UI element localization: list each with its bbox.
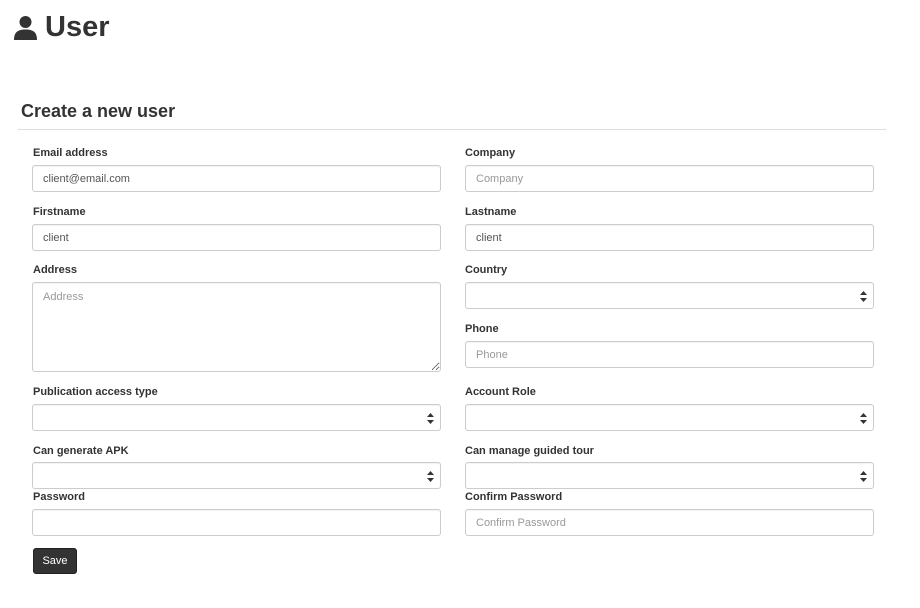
select-arrows-icon xyxy=(860,413,867,424)
can-generate-apk-select[interactable] xyxy=(32,462,441,489)
firstname-field[interactable] xyxy=(32,224,441,251)
country-select[interactable] xyxy=(465,282,874,309)
publication-access-type-select[interactable] xyxy=(32,404,441,431)
save-button[interactable]: Save xyxy=(33,548,77,574)
address-label: Address xyxy=(33,264,78,276)
phone-field[interactable] xyxy=(465,341,874,368)
select-arrows-icon xyxy=(427,471,434,482)
account-role-select[interactable] xyxy=(465,404,874,431)
lastname-field[interactable] xyxy=(465,224,874,251)
company-field[interactable] xyxy=(465,165,874,192)
email-label: Email address xyxy=(33,147,108,159)
publication-access-type-label: Publication access type xyxy=(33,386,158,398)
country-label: Country xyxy=(465,264,508,276)
confirm-password-label: Confirm Password xyxy=(465,491,563,503)
select-arrows-icon xyxy=(860,291,867,302)
email-field[interactable] xyxy=(32,165,441,192)
account-role-label: Account Role xyxy=(465,386,536,398)
select-arrows-icon xyxy=(860,471,867,482)
lastname-label: Lastname xyxy=(465,206,517,218)
user-icon xyxy=(14,14,37,40)
page-title: User xyxy=(45,11,110,43)
phone-label: Phone xyxy=(465,323,499,335)
address-textarea[interactable] xyxy=(32,282,441,372)
can-manage-guided-tour-select[interactable] xyxy=(465,462,874,489)
password-label: Password xyxy=(33,491,85,503)
firstname-label: Firstname xyxy=(33,206,86,218)
password-field[interactable] xyxy=(32,509,441,536)
select-arrows-icon xyxy=(427,413,434,424)
confirm-password-field[interactable] xyxy=(465,509,874,536)
page-header xyxy=(14,10,110,44)
can-generate-apk-label: Can generate APK xyxy=(33,445,129,457)
section-title: Create a new user xyxy=(21,101,176,121)
company-label: Company xyxy=(465,147,516,159)
divider xyxy=(18,129,886,130)
can-manage-guided-tour-label: Can manage guided tour xyxy=(465,445,594,457)
